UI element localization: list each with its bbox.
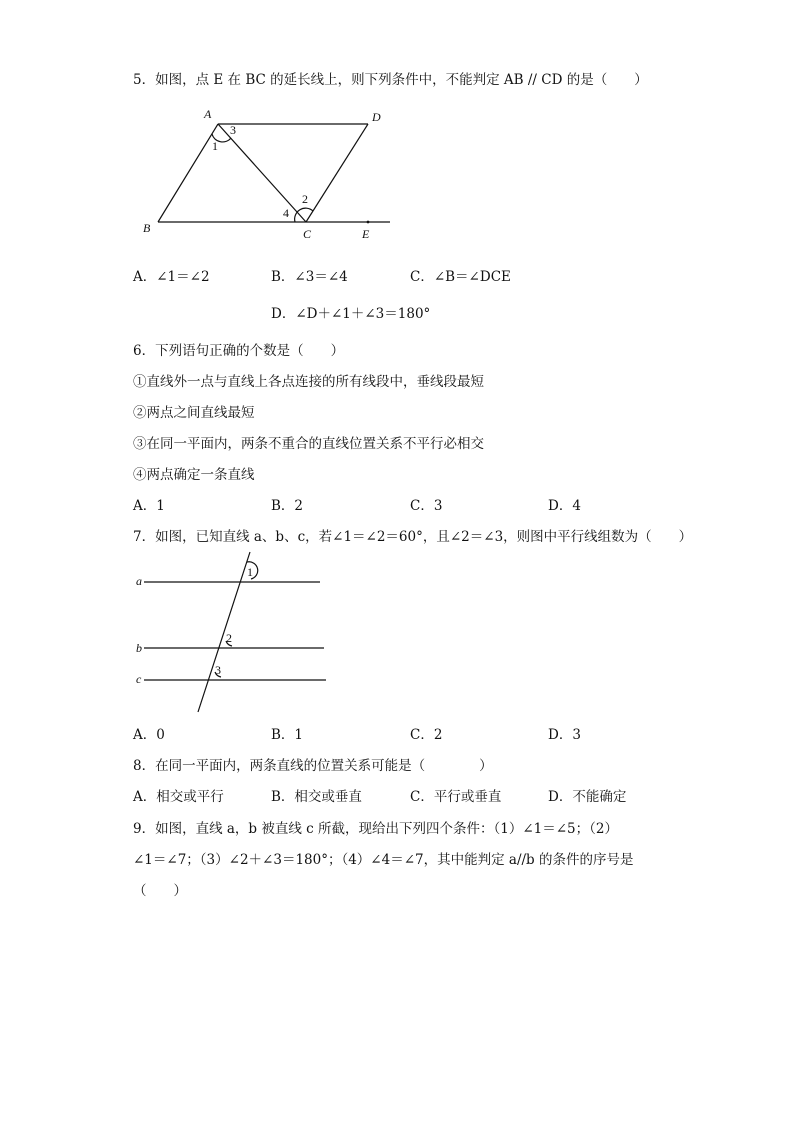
q5-figure [140,106,400,241]
q5-stem: 5．如图，点 E 在 BC 的延长线上，则下列条件中，不能判定 AB // CD 的是（ ） [133,72,648,88]
q5-option-b: B．∠3＝∠4 [271,269,348,285]
q5-option-d: D．∠D＋∠1＋∠3＝180° [271,306,431,322]
q7-angle-2: 2 [226,631,232,645]
q5-angle-4: 4 [283,206,289,220]
q5-angle-2: 2 [302,192,308,206]
q6-option-d: D．4 [548,498,581,514]
q8-stem: 8．在同一平面内，两条直线的位置关系可能是（ ） [133,758,493,774]
q7-option-a: A．0 [133,727,165,743]
q9-line-1: 9．如图，直线 a，b 被直线 c 所截，现给出下列四个条件：（1）∠1＝∠5；（2） [133,821,618,837]
q6-option-a: A．1 [133,498,165,514]
q6-statement-2: ②两点之间直线最短 [133,405,255,421]
q5-label-C: C [303,227,312,241]
q9-line-2: ∠1＝∠7；（3）∠2＋∠3＝180°；（4）∠4＝∠7，其中能判定 a//b 的条件的序号是 [133,852,634,868]
q6-option-c: C．3 [410,498,443,514]
q8-option-b: B．相交或垂直 [271,789,362,805]
q8-option-d: D．不能确定 [548,789,627,805]
q5-option-a: A．∠1＝∠2 [133,269,210,285]
q5-label-E: E [362,227,370,241]
q7-figure [130,550,330,715]
q7-label-a: a [136,574,142,588]
q9-line-3: （ ） [133,883,187,899]
q5-label-D: D [372,110,381,124]
q7-stem: 7．如图，已知直线 a、b、c，若∠1＝∠2＝60°，且∠2＝∠3，则图中平行线组数为（ ） [133,529,693,545]
q6-option-b: B．2 [271,498,304,514]
q8-option-a: A．相交或平行 [133,789,224,805]
q6-stem: 6．下列语句正确的个数是（ ） [133,343,345,359]
q5-angle-1: 1 [212,139,218,153]
q5-option-c: C．∠B＝∠DCE [410,269,511,285]
q7-angle-3: 3 [215,663,221,677]
q5-angle-3: 3 [230,123,236,137]
q7-label-c: c [136,672,142,686]
q7-option-c: C．2 [410,727,443,743]
q7-label-b: b [136,641,142,655]
q7-option-b: B．1 [271,727,304,743]
q5-label-B: B [143,221,151,235]
q6-statement-1: ①直线外一点与直线上各点连接的所有线段中，垂线段最短 [133,374,484,390]
q8-option-c: C．平行或垂直 [410,789,502,805]
q7-option-d: D．3 [548,727,581,743]
q5-label-A: A [204,107,212,121]
q6-statement-3: ③在同一平面内，两条不重合的直线位置关系不平行必相交 [133,436,484,452]
q6-statement-4: ④两点确定一条直线 [133,467,255,483]
q7-angle-1: 1 [247,565,253,579]
